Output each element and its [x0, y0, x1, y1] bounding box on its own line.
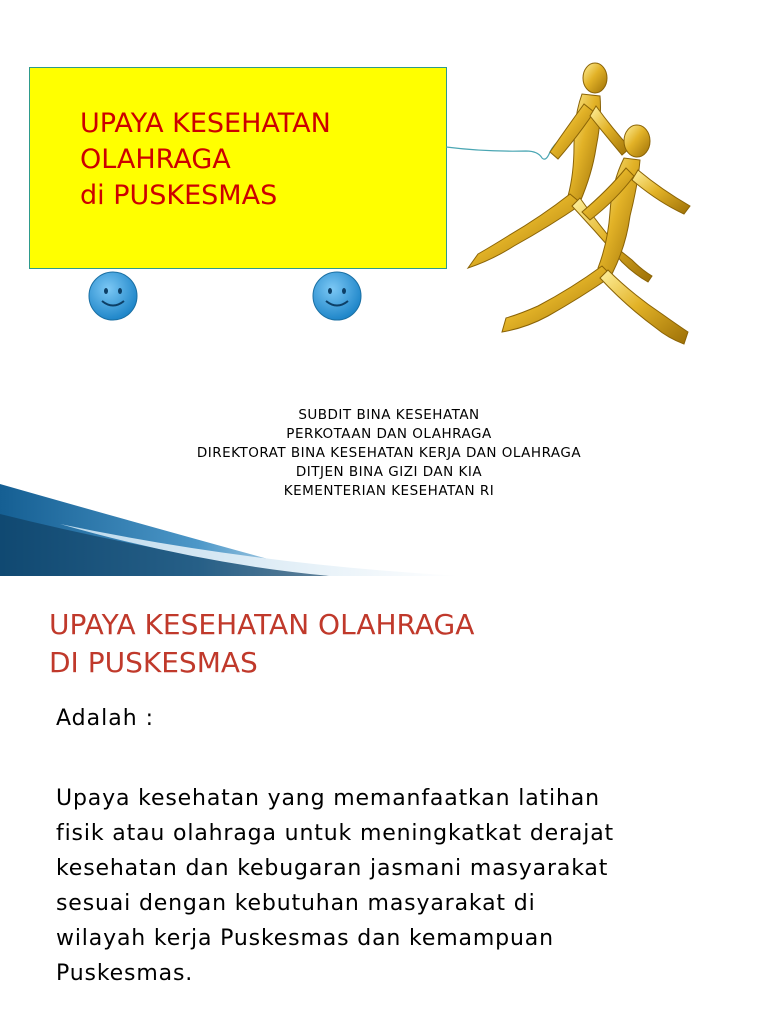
- smiley-wheel-icon: [311, 270, 363, 322]
- slide1-title-line: di PUSKESMAS: [80, 180, 278, 211]
- title-box: [29, 67, 447, 269]
- body-line: wilayah kerja Puskesmas dan kemampuan: [56, 926, 554, 951]
- body-line: fisik atau olahraga untuk meningkatkat derajat: [56, 821, 615, 846]
- body-line: Puskesmas.: [56, 961, 194, 986]
- org-line: DIREKTORAT BINA KESEHATAN KERJA DAN OLAHRAGA: [196, 445, 582, 461]
- smiley-wheel-icon: [87, 270, 139, 322]
- slide1-title-line: UPAYA KESEHATAN: [80, 108, 331, 139]
- body-line: sesuai dengan kebutuhan masyarakat di: [56, 891, 536, 916]
- org-line: DITJEN BINA GIZI DAN KIA: [295, 464, 483, 480]
- org-line: SUBDIT BINA KESEHATAN: [298, 407, 480, 423]
- runner-figure-icon: [462, 56, 712, 356]
- slide2-title: [49, 606, 474, 682]
- org-line: KEMENTERIAN KESEHATAN RI: [283, 483, 495, 499]
- org-line: PERKOTAAN DAN OLAHRAGA: [286, 426, 492, 442]
- slide2-title-line: UPAYA KESEHATAN OLAHRAGA: [49, 608, 475, 641]
- definition-body: [56, 781, 756, 991]
- body-line: Upaya kesehatan yang memanfaatkan latihan: [56, 786, 600, 811]
- slide1-title: [80, 106, 331, 214]
- body-line: kesehatan dan kebugaran jasmani masyarakat: [56, 856, 609, 881]
- slide2-title-line: DI PUSKESMAS: [49, 646, 258, 679]
- decorative-swoosh: [0, 484, 460, 576]
- slide1-title-line: OLAHRAGA: [80, 144, 231, 175]
- definition-intro: Adalah :: [56, 706, 155, 731]
